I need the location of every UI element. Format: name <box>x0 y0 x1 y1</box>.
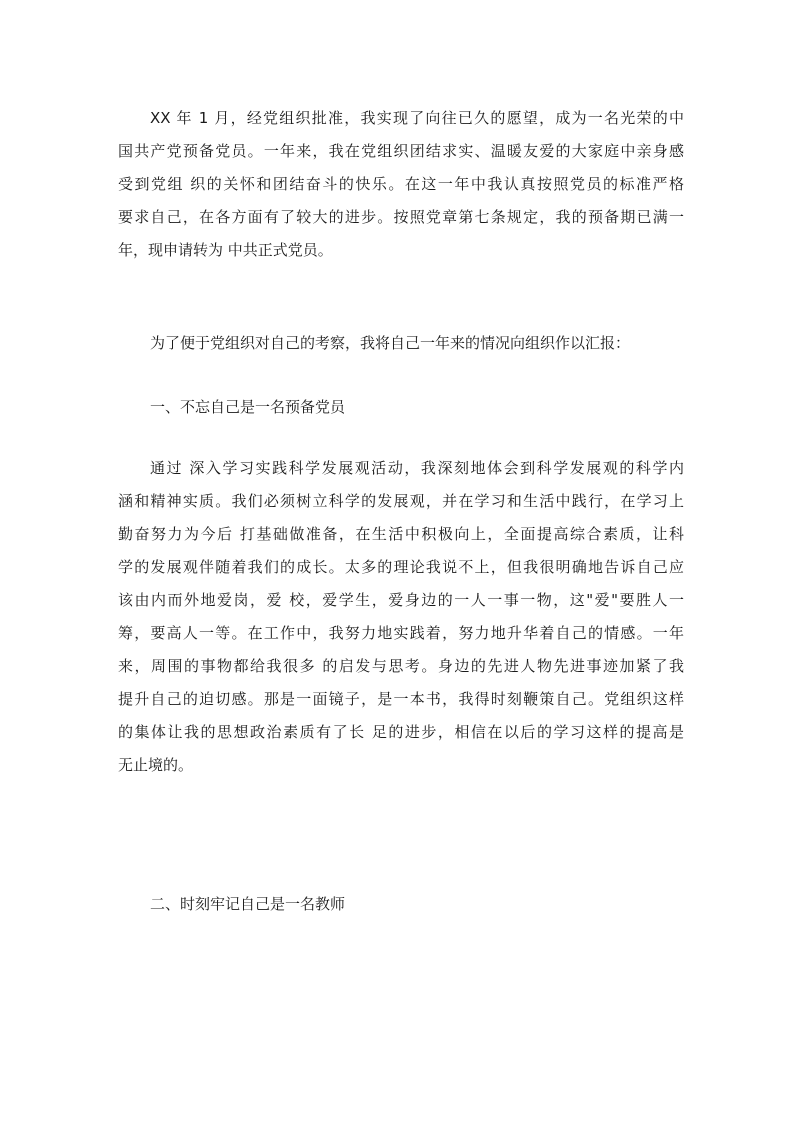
text-line: 勤奋努力为今后 打基础做准备，在生活中积极向上，全面提高综合素质，让科 <box>118 525 684 543</box>
text-line: 受到党组 织的关怀和团结奋斗的快乐。在这一年中我认真按照党员的标准严格 <box>118 175 684 193</box>
text-line: 该由内而外地爱岗，爱 校，爱学生，爱身边的一人一事一物，这"爱"要胜人一 <box>118 591 684 609</box>
text-line: 的集体让我的思想政治素质有了长 足的进步，相信在以后的学习这样的提高是 <box>118 723 684 741</box>
section-heading-text: 一、不忘自己是一名预备党员 <box>150 398 346 416</box>
text-line: XX 年 1 月，经党组织批准，我实现了向往已久的愿望，成为一名光荣的中 <box>150 109 684 127</box>
paragraph-section-1-body <box>118 452 684 782</box>
text-line: 提升自己的迫切感。那是一面镜子，是一本书，我得时刻鞭策自己。党组织这样 <box>118 690 684 708</box>
text-line: 国共产党预备党员。一年来，我在党组织团结求实、温暖友爱的大家庭中亲身感 <box>118 142 684 160</box>
text-line: 筹，要高人一等。在工作中，我努力地实践着，努力地升华着自己的情感。一年 <box>118 624 684 642</box>
paragraph-report-intro <box>118 327 684 360</box>
text-line: 学的发展观伴随着我们的成长。太多的理论我说不上，但我很明确地告诉自己应 <box>118 558 684 576</box>
text-line: 涵和精神实质。我们必须树立科学的发展观，并在学习和生活中践行，在学习上 <box>118 492 684 510</box>
text-line: 通过 深入学习实践科学发展观活动，我深刻地体会到科学发展观的科学内 <box>150 459 684 477</box>
section-heading-text: 二、时刻牢记自己是一名教师 <box>150 895 346 913</box>
section-heading-2 <box>118 888 684 921</box>
text-line: 要求自己，在各方面有了较大的进步。按照党章第七条规定，我的预备期已满一 <box>118 208 684 226</box>
text-line: 无止境的。 <box>118 756 194 774</box>
text-line: 年，现申请转为 中共正式党员。 <box>118 241 333 259</box>
section-heading-1 <box>118 391 684 424</box>
text-line: 为了便于党组织对自己的考察，我将自己一年来的情况向组织作以汇报： <box>150 334 631 352</box>
paragraph-application <box>118 102 684 267</box>
text-line: 来，周围的事物都给我很多 的启发与思考。身边的先进人物先进事迹加紧了我 <box>118 657 684 675</box>
